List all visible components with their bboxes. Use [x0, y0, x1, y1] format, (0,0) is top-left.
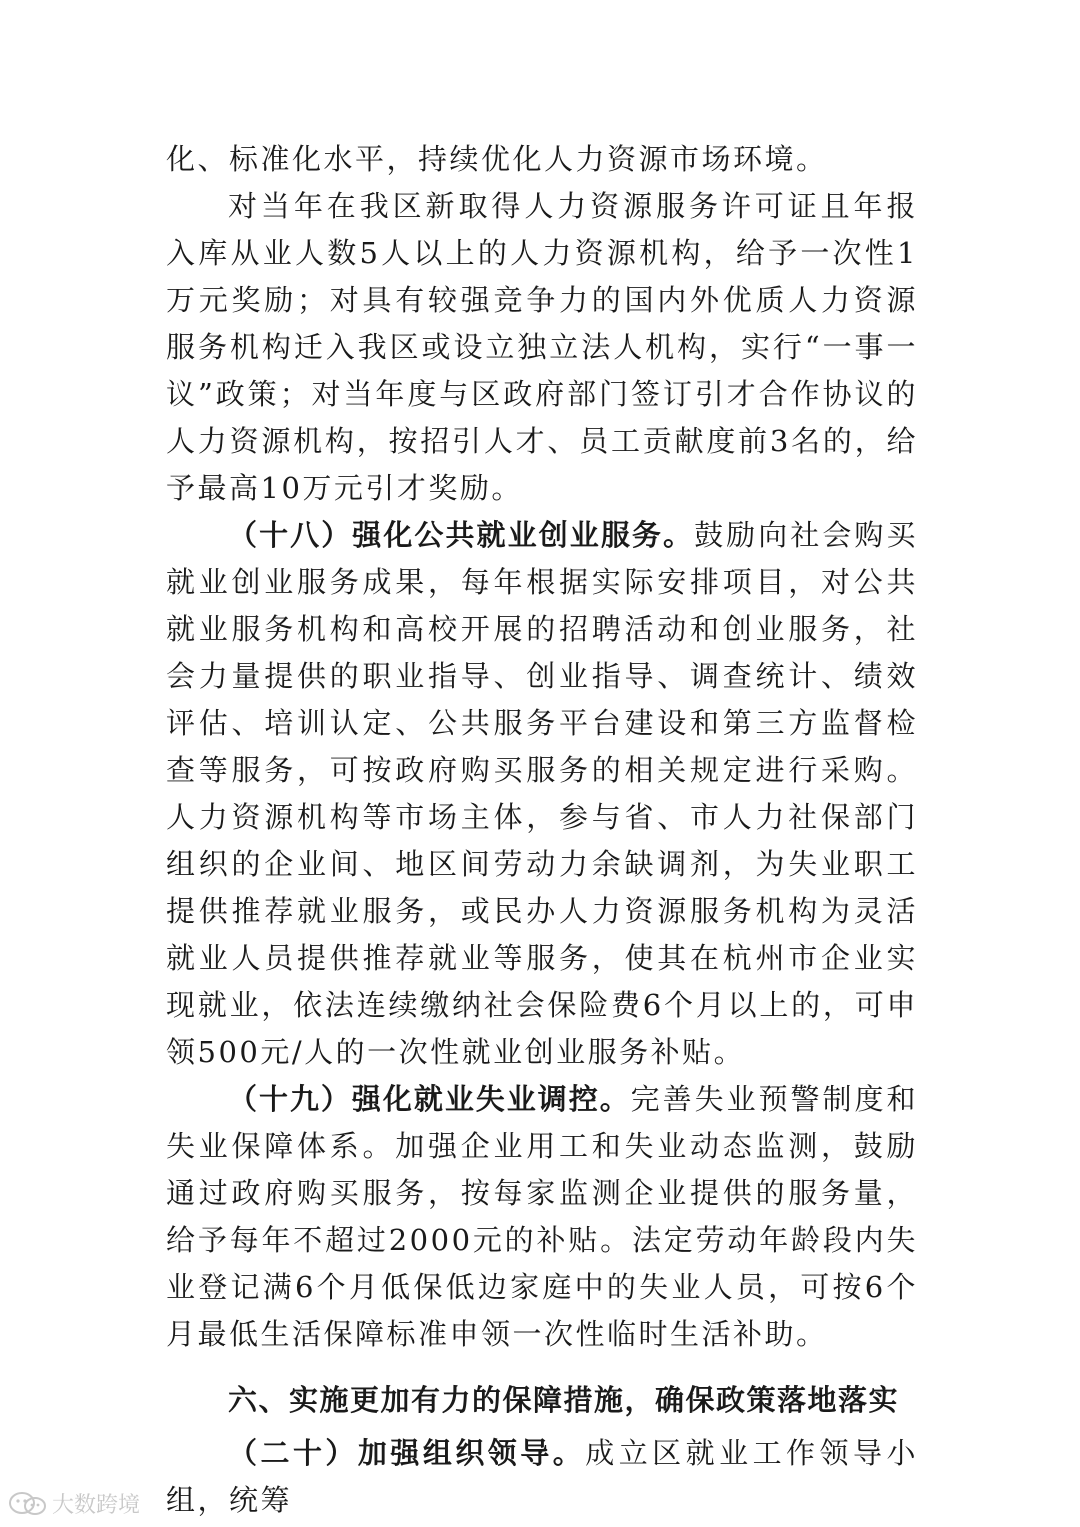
paragraph-text: 完善失业预警制度和失业保障体系。加强企业用工和失业动态监测，鼓励通过政府购买服务，按每家监测企业提供的服务量，给予每年不超过2000元的补贴。法定劳动年龄段内失业登记满6个月低保低边家庭中的失业人员，可按6个月最低生活保障标准申领一次性临时生活补助。	[166, 1082, 918, 1351]
item-19-lead: （十九）强化就业失业调控。	[228, 1082, 631, 1116]
paragraph-hr-agency-rewards	[166, 183, 918, 512]
section-heading: 六、实施更加有力的保障措施，确保政策落地落实	[228, 1383, 900, 1417]
watermark-text: 大数跨境	[52, 1493, 141, 1518]
paragraph-text: 鼓励向社会购买就业创业服务成果，每年根据实际安排项目，对公共就业服务机构和高校开展的招聘活动和创业服务，社会力量提供的职业指导、创业指导、调查统计、绩效评估、培训认定、公共服务平台建设和第三方监督检查等服务，可按政府购买服务的相关规定进行采购。人力资源机构等市场主体，参与省、市人力社保部门组织的企业间、地区间劳动力余缺调剂，为失业职工提供推荐就业服务，或民办人力资源服务机构为灵活就业人员提供推荐就业等服务，使其在杭州市企业实现就业，依法连续缴纳社会保险费6个月以上的，可申领500元/人的一次性就业创业服务补贴。	[166, 518, 918, 1069]
paragraph-item-19	[166, 1076, 918, 1358]
wechat-logo-icon	[8, 1491, 48, 1517]
paragraph-text: 成立区就业工作领导小组，统筹	[166, 1436, 918, 1517]
paragraph-text: 化、标准化水平，持续优化人力资源市场环境。	[166, 142, 828, 176]
watermark	[8, 1488, 140, 1519]
paragraph-item-20	[166, 1430, 918, 1524]
item-20-lead: （二十）加强组织领导。	[228, 1436, 586, 1470]
paragraph-text: 对当年在我区新取得人力资源服务许可证且年报入库从业人数5人以上的人力资源机构，给予一次性1万元奖励；对具有较强竞争力的国内外优质人力资源服务机构迁入我区或设立独立法人机构，实行“一事一议”政策；对当年度与区政府部门签订引才合作协议的人力资源机构，按招引人才、员工贡献度前3名的，给予最高10万元引才奖励。	[166, 189, 918, 505]
document-body	[166, 136, 918, 1524]
paragraph-item-18	[166, 512, 918, 1076]
item-18-lead: （十八）强化公共就业创业服务。	[228, 518, 695, 552]
paragraph-continuation	[166, 136, 918, 183]
